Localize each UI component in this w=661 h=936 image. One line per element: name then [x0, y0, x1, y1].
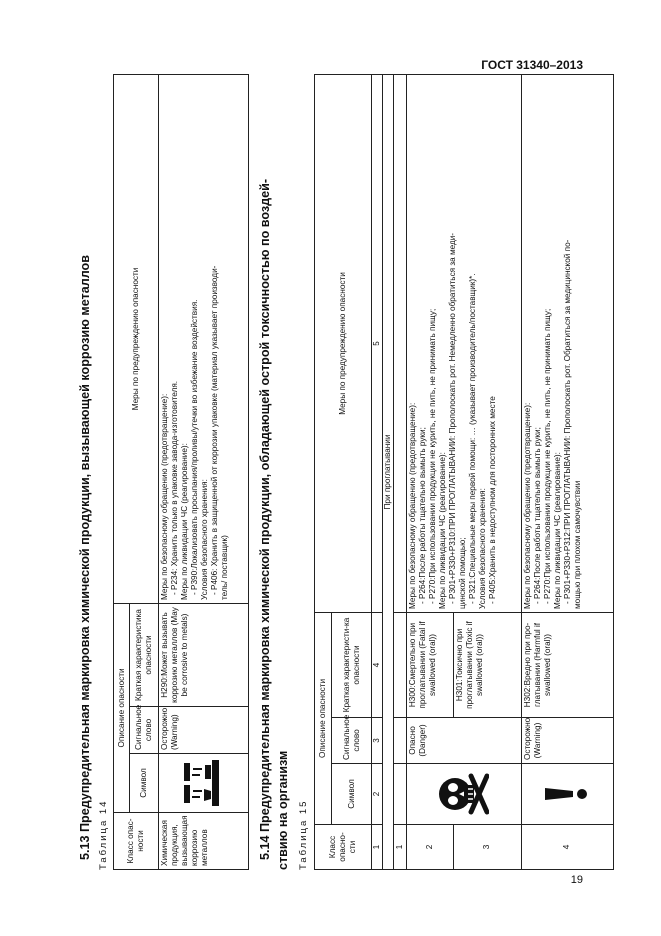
t15-symbol-cell	[406, 764, 521, 825]
table-14-caption: Таблица 14	[98, 799, 109, 870]
skull-crossbones-icon	[435, 770, 489, 818]
t15-column-numbers	[372, 74, 383, 869]
t15-measure-line: Меры по безопасному обращению (предотвращение):	[407, 402, 417, 609]
t14-measure-line: - P234: Хранить только в упаковке завода-изготовителя.	[170, 380, 179, 595]
t15-signal-cell: Осторожно (Warning)	[521, 718, 613, 764]
section-513-heading: 5.13 Предупредительная маркировка химической продукции, вызывающей коррозию металлов	[78, 255, 92, 860]
t14-symbol-cell	[159, 754, 249, 813]
t15-measures-cell	[406, 74, 521, 612]
t15-class-cell: 2	[406, 825, 453, 870]
t14-measures-cell	[159, 74, 249, 603]
t15-measure-line: - P301+P330+P312:ПРИ ПРОГЛАТЫВАНИИ: Прополоскать рот. Обратиться за медицинской по-	[562, 239, 572, 604]
page-number: 19	[570, 874, 583, 886]
t15-signal-cell: Опасно (Danger)	[406, 718, 521, 764]
t15-measure-line: Меры по ликвидации ЧС (реагирование):	[437, 452, 447, 609]
table-15-caption: Таблица 15	[298, 799, 309, 870]
t15-header-symbol: Символ	[332, 764, 372, 825]
t15-header-signal: Сигнальное слово	[332, 718, 372, 764]
standard-id: ГОСТ 31340–2013	[481, 58, 583, 72]
t15-measure-line: цинской помощью;	[457, 537, 467, 609]
t15-measure-line: мощью при плохом самочувствии	[572, 480, 582, 609]
t15-class-cell: 4	[521, 825, 613, 870]
t14-signal-cell: Осторожно (Warning)	[159, 707, 249, 754]
t14-header-brief: Краткая характеристика опасности	[130, 603, 159, 706]
t14-header-measures: Меры по предупреждению опасности	[114, 74, 159, 603]
t15-measure-line: - P264:После работы тщательно вымыть руки;	[417, 427, 427, 604]
t14-measure-line: - P406: Хранить в защищенной от коррозии упаковке (материал указывает производи-	[210, 265, 219, 595]
t15-class-cell: 1	[393, 825, 406, 870]
t14-header-signal: Сигнальное слово	[130, 707, 159, 754]
corrosion-pictogram-icon	[180, 757, 224, 809]
t15-measure-line: - P301+P330+P310:ПРИ ПРОГЛАТЫВАНИИ: Прополоскать рот. Немедленно обратиться за меди-	[447, 232, 457, 604]
t15-measure-line: - P270:При использовании продукции не курить, не пить, не принимать пищу;	[427, 308, 437, 604]
t15-measure-line: - P270:При использовании продукции не курить, не пить, не принимать пищу;	[542, 308, 552, 604]
table-15	[314, 74, 614, 870]
t15-brief-cell: H301:Токсично при проглатывании (Toxic if swallowed (oral))	[453, 612, 521, 717]
section-514-heading-line2: ствию на организм	[276, 750, 290, 870]
t14-measure-line: Меры по безопасному обращению (предотвращение):	[160, 393, 169, 600]
t15-brief-cell: H302:Вредно при про-глатывании (Harmful if swallowed (oral))	[521, 612, 613, 717]
section-514-heading-line1: 5.14 Предупредительная маркировка химической продукции, обладающей острой токсичностью по воздей-	[258, 178, 272, 860]
t15-header-measures: Меры по предупреждению опасности	[315, 74, 372, 612]
t15-brief-cell: H300:Смертельно при проглатывании (Fatal if swallowed (oral))	[406, 612, 453, 717]
t15-measure-line: Условия безопасного хранения:	[477, 488, 487, 609]
t15-measure-line: Меры по ликвидации ЧС (реагирование):	[552, 452, 562, 609]
t14-header-symbol: Символ	[130, 754, 159, 813]
t15-measure-line: - P264:После работы тщательно вымыть руки;	[532, 427, 542, 604]
t14-header-class: Класс опас-ности	[114, 813, 159, 870]
t14-brief-cell: H290:Может вызывать коррозию металлов (May be corrosive to metals)	[159, 603, 249, 706]
t15-signal-cell	[393, 718, 406, 764]
t15-measure-line: Меры по безопасному обращению (предотвращение):	[522, 402, 532, 609]
t15-symbol-cell	[521, 764, 613, 825]
t15-header-class: Класс опасно-сти	[315, 825, 372, 870]
t14-header-description: Описание опасности	[114, 603, 130, 812]
t14-measure-line: тель/ поставщик)	[220, 535, 229, 600]
t15-measure-line: - P321:Специальные меры первой помощи: … (указывает производитель/поставщик)*.	[467, 273, 477, 604]
t15-measures-cell	[393, 74, 406, 612]
t15-header-description: Описание опасности	[315, 612, 332, 824]
t14-measure-line: Условия безопасного хранения:	[200, 479, 209, 600]
t15-header-brief: Краткая характеристи-ка опасности	[332, 612, 372, 717]
t14-class-cell: Химическая продукция, вызывающая коррозию металлов	[159, 813, 249, 870]
table-14	[113, 74, 249, 870]
t15-class-cell: 3	[453, 825, 521, 870]
t14-measure-line: Меры по ликвидации ЧС (реагирование):	[180, 443, 189, 600]
t15-section-label: При проглатывании	[382, 74, 393, 869]
t14-measure-line: - P390:Локализовать просыпания/проливы/утечки во избежание воздействия.	[190, 299, 199, 595]
col-number: 4	[372, 612, 383, 717]
col-number: 1	[372, 825, 383, 870]
col-number: 3	[372, 718, 383, 764]
t15-measures-cell	[521, 74, 613, 612]
col-number: 2	[372, 764, 383, 825]
t15-symbol-cell	[393, 764, 406, 825]
col-number: 5	[372, 74, 383, 612]
exclamation-mark-icon	[543, 779, 589, 809]
t15-brief-cell	[393, 612, 406, 717]
t15-measure-line: - P405:Хранить в недоступном для посторонних месте	[487, 396, 497, 604]
